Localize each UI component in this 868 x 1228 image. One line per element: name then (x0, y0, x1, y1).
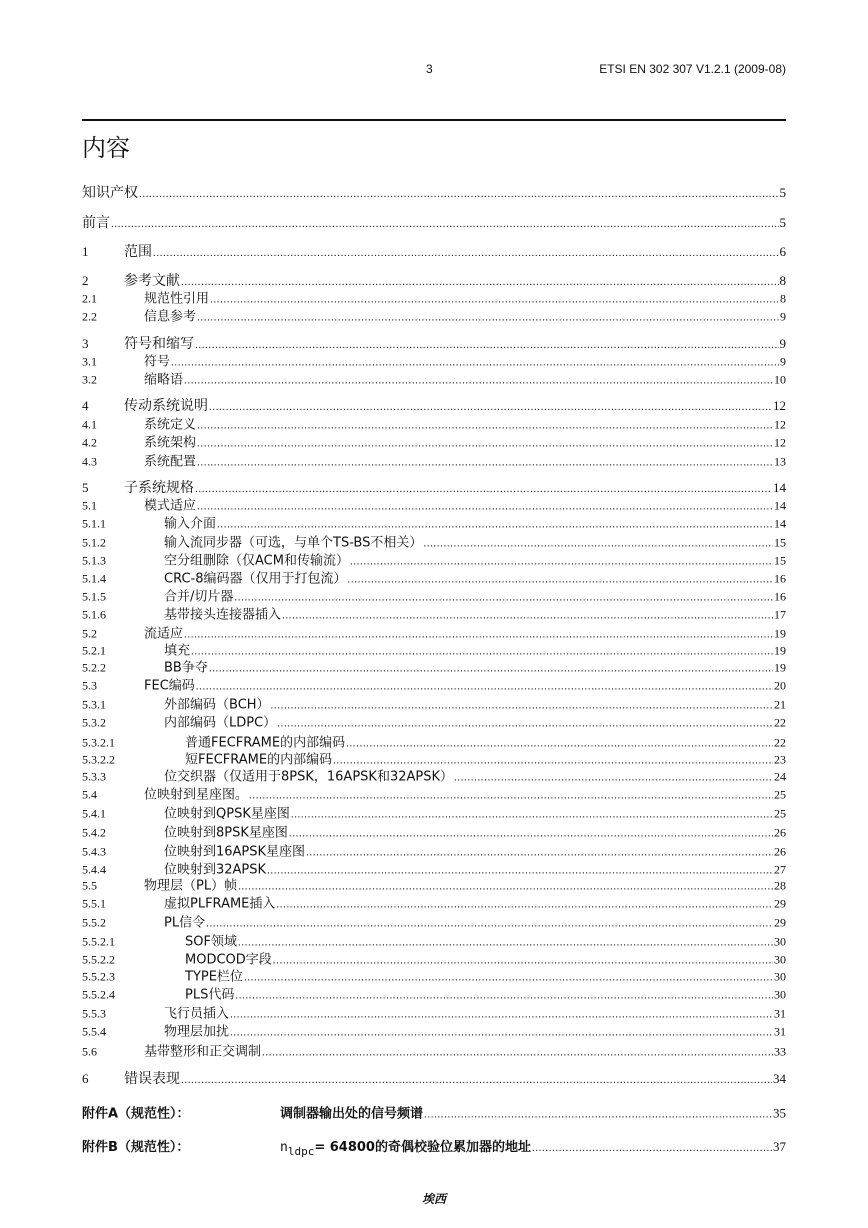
toc-entry-title: SOF领域 (185, 934, 237, 950)
dot-leader (181, 276, 779, 288)
dot-leader (197, 420, 773, 432)
toc-entry-page: 12 (774, 435, 786, 450)
toc-entry-title: 错误表现 (124, 1071, 180, 1087)
toc-entry[interactable] (82, 495, 786, 514)
dot-leader (209, 663, 773, 675)
toc-entry-page: 25 (774, 806, 786, 821)
dot-leader (271, 700, 773, 712)
toc-entry-number: 5.5.2 (82, 915, 106, 930)
toc-entry[interactable] (82, 912, 786, 931)
toc-entry-number: 5.1.5 (82, 589, 106, 604)
toc-entry-title: 填充 (164, 643, 191, 659)
toc-entry[interactable] (82, 931, 786, 950)
toc-entry[interactable] (82, 657, 786, 676)
toc-entry-number: 5.1.1 (82, 516, 106, 531)
toc-entry-number: 1 (82, 244, 89, 259)
header-rule (82, 119, 786, 121)
toc-entry[interactable] (82, 841, 786, 860)
toc-entry-page: 19 (774, 660, 786, 675)
toc-entry-title: 系统配置 (144, 454, 197, 470)
toc-entry-title: 位映射到16APSK星座图 (164, 844, 306, 860)
toc-entry-page: 31 (774, 1024, 786, 1039)
toc-entry-page: 9 (780, 309, 786, 324)
toc-entry-page: 19 (774, 626, 786, 641)
toc-entry-page: 21 (774, 697, 786, 712)
annex-title (280, 1136, 531, 1158)
toc-entry-number: 5.3.1 (82, 697, 106, 712)
page-number: 3 (426, 62, 433, 76)
dot-leader (276, 899, 773, 911)
toc-entry-page: 8 (780, 291, 786, 306)
toc-entry-title: 参考文献 (124, 273, 180, 289)
page-title: 内容 (82, 134, 130, 162)
toc-entry[interactable] (82, 451, 786, 470)
toc-entry-number: 2 (82, 273, 89, 288)
toc-entry-title: 符号和缩写 (124, 336, 194, 352)
toc-entry-title: BB争夺 (164, 660, 208, 676)
dot-leader (454, 772, 773, 784)
dot-leader (153, 247, 779, 259)
toc-entry-title: 位交织器（仅适用于8PSK，16APSK和32APSK） (164, 769, 453, 785)
toc-entry-number: 5.3.2.1 (82, 735, 115, 750)
toc-entry-page: 8 (779, 273, 786, 288)
toc-entry-title: CRC-8编码器（仅用于打包流） (164, 571, 347, 587)
toc-entry-number: 3.2 (82, 372, 97, 387)
toc-entry-title: 子系统规格 (124, 480, 194, 496)
annex-title: 调制器输出处的信号频谱 (280, 1106, 424, 1122)
toc-entry-page: 33 (774, 1044, 786, 1059)
toc-entry[interactable] (82, 984, 786, 1003)
toc-entry[interactable] (82, 212, 786, 232)
toc-entry[interactable] (82, 586, 786, 605)
dot-leader (532, 1142, 772, 1154)
toc-entry-title: 外部编码（BCH） (164, 697, 270, 713)
dot-leader (234, 592, 773, 604)
dot-leader (195, 483, 772, 495)
toc-entry-page: 6 (779, 244, 786, 259)
toc-entry-page: 13 (774, 454, 786, 469)
toc-entry-number: 5.5.2.3 (82, 969, 115, 984)
toc-entry-title: 流适应 (144, 626, 184, 642)
toc-entry[interactable] (82, 712, 786, 731)
annex-label: 附件B（规范性）： (82, 1140, 190, 1156)
dot-leader (230, 1009, 773, 1021)
toc-entry-page: 30 (774, 934, 786, 949)
toc-entry-title: 基带接头连接器插入 (164, 607, 282, 623)
toc-entry[interactable] (82, 351, 786, 370)
toc-entry-title: 系统架构 (144, 435, 197, 451)
toc-entry[interactable] (82, 875, 786, 894)
dot-leader (196, 681, 773, 693)
toc-entry[interactable] (82, 893, 786, 912)
toc-entry-number: 4.2 (82, 435, 97, 450)
toc-entry-number: 5.5.2.1 (82, 934, 115, 949)
dot-leader (289, 828, 773, 840)
toc-entry-title: PL信令 (164, 915, 206, 931)
toc-entry-page: 31 (774, 1006, 786, 1021)
toc-entry-page: 23 (774, 752, 786, 767)
toc-entry-number: 5.1.4 (82, 571, 106, 586)
toc-entry-title: 内部编码（LDPC） (164, 715, 277, 731)
toc-entry-number: 5.2.2 (82, 660, 106, 675)
toc-entry-page: 26 (774, 825, 786, 840)
toc-entry[interactable] (82, 182, 786, 202)
toc-entry[interactable] (82, 966, 786, 985)
toc-entry-title: MODCOD字段 (185, 952, 272, 968)
toc-entry-page: 9 (780, 354, 786, 369)
toc-entry[interactable] (82, 550, 786, 569)
toc-entry-title: 位映射到QPSK星座图 (164, 806, 290, 822)
toc-entry[interactable] (82, 1021, 786, 1040)
toc-entry-number: 6 (82, 1071, 89, 1086)
toc-entry-number: 5.5 (82, 878, 97, 893)
toc-annex-entry[interactable] (82, 1103, 786, 1122)
dot-leader (184, 375, 773, 387)
toc-entry-number: 5.4 (82, 787, 97, 802)
toc-entry-page: 12 (773, 398, 786, 413)
dot-leader (111, 218, 779, 230)
dot-leader (230, 1027, 773, 1039)
dot-leader (197, 457, 773, 469)
annex-page: 37 (773, 1139, 786, 1155)
dot-leader (282, 610, 773, 622)
annex-title-subscript: ldpc (287, 1144, 315, 1158)
toc-entry[interactable] (82, 432, 786, 451)
dot-leader (217, 519, 773, 531)
toc-entry[interactable] (82, 1068, 786, 1088)
dot-leader (197, 438, 773, 450)
toc-entry[interactable] (82, 604, 786, 623)
dot-leader (306, 847, 773, 859)
toc-entry-title: 虚拟PLFRAME插入 (164, 896, 276, 912)
toc-entry-title: 基带整形和正交调制 (144, 1044, 262, 1060)
toc-entry-title: 信息参考 (144, 309, 197, 325)
toc-entry-page: 15 (774, 553, 786, 568)
toc-entry-number: 5.4.3 (82, 844, 106, 859)
toc-entry[interactable] (82, 694, 786, 713)
toc-entry-title: 物理层加扰 (164, 1024, 230, 1040)
toc-entry[interactable] (82, 532, 786, 551)
footer-text: 埃西 (421, 1192, 446, 1206)
toc-entry-number: 5.4.2 (82, 825, 106, 840)
dot-leader (195, 339, 779, 351)
toc-entry-page: 14 (774, 498, 786, 513)
toc-entry-number: 5.3.2.2 (82, 752, 115, 767)
toc-entry-page: 34 (773, 1071, 786, 1086)
toc-entry-number: 5.3.3 (82, 769, 106, 784)
toc-entry-number: 3 (82, 336, 89, 351)
dot-leader (210, 294, 779, 306)
toc-entry-title: FEC编码 (144, 678, 195, 694)
dot-leader (209, 401, 772, 413)
toc-entry-title: 空分组删除（仅ACM和传输流） (164, 553, 349, 569)
toc-entry[interactable] (82, 675, 786, 694)
toc-entry-page: 22 (774, 715, 786, 730)
dot-leader (348, 574, 773, 586)
toc-entry-page: 24 (774, 769, 786, 784)
toc-entry-title: 飞行员插入 (164, 1006, 230, 1022)
toc-entry-number: 5.5.2.2 (82, 952, 115, 967)
dot-leader (238, 881, 773, 893)
toc-entry-page: 29 (774, 915, 786, 930)
toc-entry-title: 传动系统说明 (124, 398, 208, 414)
toc-entry-title: 输入介面 (164, 516, 217, 532)
dot-leader (197, 312, 779, 324)
toc-entry-number: 4 (82, 398, 89, 413)
dot-leader (244, 972, 773, 984)
toc-entry-number: 5.1.2 (82, 535, 106, 550)
toc-entry-page: 22 (774, 735, 786, 750)
toc-entry-title: 知识产权 (82, 185, 138, 201)
toc-entry-page: 10 (774, 372, 786, 387)
toc-entry-page: 30 (774, 952, 786, 967)
toc-entry-page: 16 (774, 571, 786, 586)
dot-leader (350, 556, 773, 568)
dot-leader (238, 937, 773, 949)
dot-leader (277, 718, 773, 730)
toc-entry-number: 5.2.1 (82, 643, 106, 658)
toc-entry-page: 14 (774, 516, 786, 531)
annex-label: 附件A（规范性）： (82, 1106, 190, 1122)
toc-entry-number: 5.6 (82, 1044, 97, 1059)
toc-entry-title: 输入流同步器（可选，与单个TS-BS不相关） (164, 535, 423, 551)
dot-leader (197, 501, 773, 513)
toc-entry-number: 4.1 (82, 417, 97, 432)
toc-entry-page: 20 (774, 678, 786, 693)
toc-entry[interactable] (82, 568, 786, 587)
dot-leader (181, 1074, 772, 1086)
toc-entry-number: 5.5.4 (82, 1024, 106, 1039)
dot-leader (423, 538, 773, 550)
toc-entry[interactable] (82, 513, 786, 532)
toc-entry-number: 5 (82, 480, 89, 495)
dot-leader (262, 1047, 773, 1059)
toc-entry-page: 26 (774, 844, 786, 859)
toc-entry-title: 普通FECFRAME的内部编码 (185, 735, 346, 751)
toc-entry-title: 物理层（PL）帧 (144, 878, 238, 894)
toc-entry[interactable] (82, 803, 786, 822)
annex-title-symbol: n (280, 1140, 288, 1156)
toc-entry[interactable] (82, 288, 786, 307)
toc-entry-number: 5.3 (82, 678, 97, 693)
toc-entry[interactable] (82, 784, 786, 803)
toc-entry[interactable] (82, 241, 786, 261)
toc-entry-title: 规范性引用 (144, 291, 210, 307)
toc-entry-title: 位映射到8PSK星座图 (164, 825, 288, 841)
toc-entry[interactable] (82, 1003, 786, 1022)
toc-entry-page: 17 (774, 607, 786, 622)
toc-entry-page: 19 (774, 643, 786, 658)
toc-annex-entry[interactable] (82, 1136, 786, 1158)
toc-entry-number: 5.4.4 (82, 862, 106, 877)
toc-entry-number: 5.1.3 (82, 553, 106, 568)
toc-entry-page: 12 (774, 417, 786, 432)
toc-entry-number: 5.5.1 (82, 896, 106, 911)
toc-entry-number: 5.1 (82, 498, 97, 513)
toc-entry-title: PLS代码 (185, 987, 235, 1003)
toc-entry-page: 5 (779, 185, 786, 200)
toc-entry[interactable] (82, 414, 786, 433)
toc-entry-page: 15 (774, 535, 786, 550)
toc-entry-title: 位映射到32APSK (164, 862, 267, 878)
annex-title-text: = 64800的奇偶校验位累加器的地址 (314, 1140, 531, 1156)
toc-entry[interactable] (82, 1041, 786, 1060)
toc-entry-title: 短FECFRAME的内部编码 (185, 752, 333, 768)
annex-page: 35 (773, 1105, 786, 1121)
dot-leader (139, 188, 779, 200)
toc-entry-page: 16 (774, 589, 786, 604)
toc-entry-number: 5.4.1 (82, 806, 106, 821)
toc-entry[interactable] (82, 306, 786, 325)
toc-entry-title: 前言 (82, 215, 110, 231)
toc-entry[interactable] (82, 395, 786, 415)
toc-entry-title: 位映射到星座图。 (144, 787, 249, 803)
toc-entry[interactable] (82, 369, 786, 388)
toc-entry-page: 14 (773, 480, 786, 495)
document-id: ETSI EN 302 307 V1.2.1 (2009-08) (599, 62, 786, 76)
toc-entry-number: 5.1.6 (82, 607, 106, 622)
toc-entry-number: 5.3.2 (82, 715, 106, 730)
toc-entry-page: 30 (774, 969, 786, 984)
toc-entry-title: 缩略语 (144, 372, 184, 388)
toc-entry-title: 合并/切片器 (164, 589, 234, 605)
toc-entry-number: 4.3 (82, 454, 97, 469)
toc-entry-title: TYPE栏位 (185, 969, 243, 985)
toc-entry-page: 9 (779, 336, 786, 351)
toc-entry-title: 范围 (124, 244, 152, 260)
toc-entry-number: 5.5.3 (82, 1006, 106, 1021)
dot-leader (249, 790, 773, 802)
toc-entry-number: 5.2 (82, 626, 97, 641)
toc-entry-number: 5.5.2.4 (82, 987, 115, 1002)
toc-entry[interactable] (82, 822, 786, 841)
dot-leader (171, 357, 779, 369)
toc-entry-number: 2.1 (82, 291, 97, 306)
toc-entry-number: 3.1 (82, 354, 97, 369)
toc-entry[interactable] (82, 766, 786, 785)
toc-entry-page: 5 (779, 215, 786, 230)
toc-entry-title: 系统定义 (144, 417, 197, 433)
toc-entry-page: 27 (774, 862, 786, 877)
dot-leader (206, 918, 773, 930)
toc-entry-page: 25 (774, 787, 786, 802)
toc-entry-page: 30 (774, 987, 786, 1002)
toc-entry-page: 28 (774, 878, 786, 893)
toc-entry-page: 29 (774, 896, 786, 911)
dot-leader (424, 1109, 772, 1121)
dot-leader (291, 809, 773, 821)
dot-leader (235, 990, 773, 1002)
toc-entry-title: 模式适应 (144, 498, 197, 514)
toc-entry-title: 符号 (144, 354, 171, 370)
toc-entry-number: 2.2 (82, 309, 97, 324)
